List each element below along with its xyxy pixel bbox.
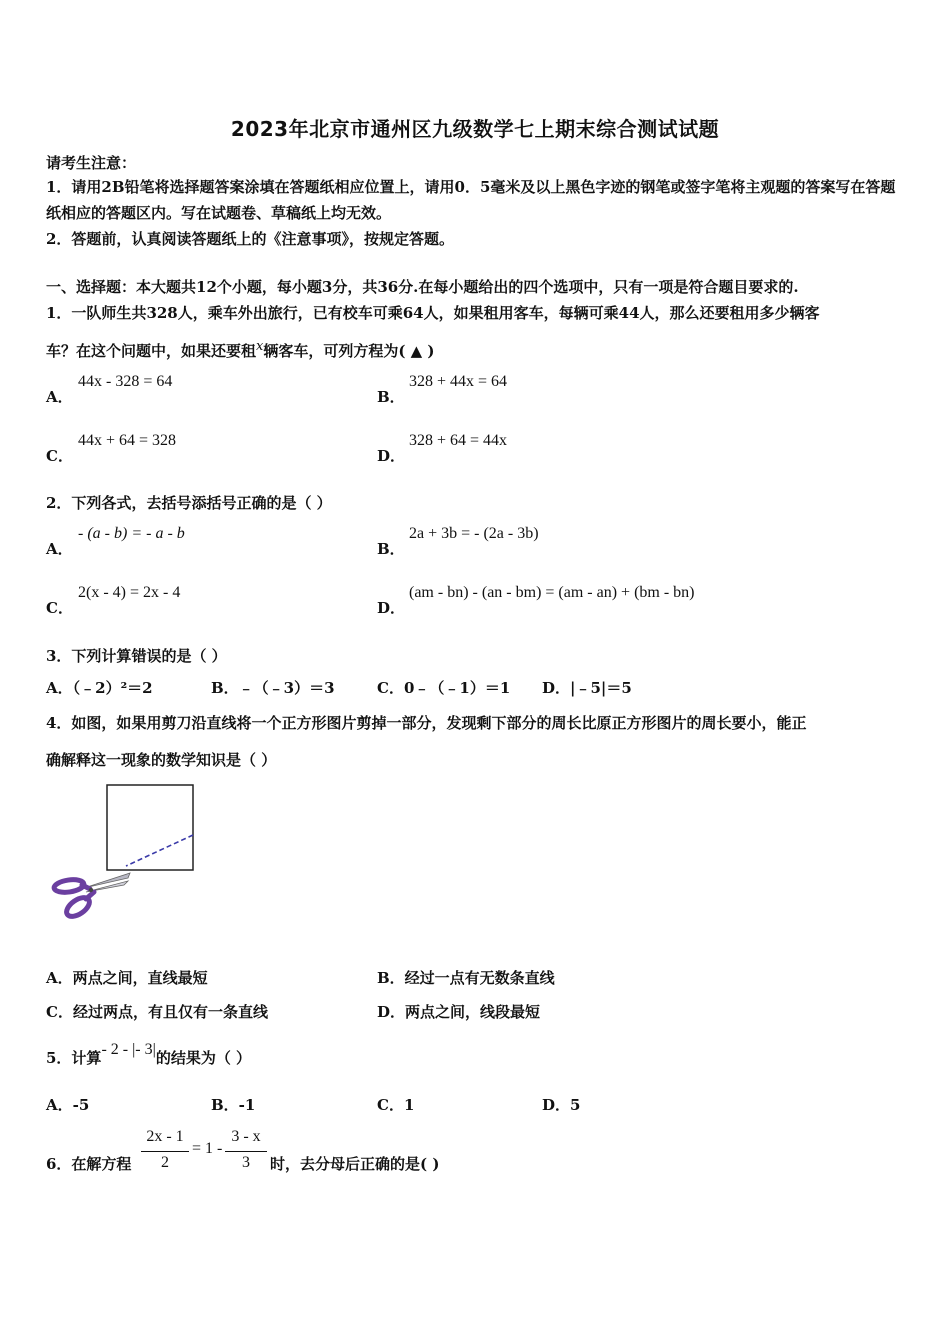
q2-option-a-label: A． [46, 540, 73, 558]
q2-option-c-label: C． [46, 599, 73, 617]
q1-option-d: 328 + 64 = 44x [409, 432, 508, 449]
q3-stem: 3．下列计算错误的是（ ） [46, 647, 227, 665]
scissors-icon [53, 873, 130, 920]
q5-stem-part2: 的结果为（ ） [155, 1049, 252, 1067]
q5-option-d: D．5 [542, 1096, 581, 1114]
q1-variable: x [256, 339, 264, 354]
q1-stem-line2 [46, 340, 435, 361]
q6-denominator-2: 3 [242, 1154, 250, 1171]
q1-option-a-label: A． [46, 388, 73, 406]
q6-fraction-bar-2 [225, 1151, 267, 1152]
notice-item-1: 1．请用2B铅笔将选择题答案涂填在答题纸相应位置上，请用0．5毫米及以上黑色字迹的钢笔或签字笔将主观题的答案写在答题纸相应的答题区内。写在试题卷、草稿纸上均无效。 [46, 178, 896, 222]
q3-option-c: C．0﹣（﹣1）＝1 [377, 679, 511, 697]
q6-fraction-bar-1 [141, 1151, 189, 1152]
scissors-square-figure [44, 780, 204, 930]
page-title: 2023年北京市通州区九级数学七上期末综合测试试题 [230, 117, 720, 141]
q2-option-b-label: B． [377, 540, 405, 558]
q2-option-c: 2(x - 4) = 2x - 4 [78, 584, 181, 601]
q1-stem-line1: 1．一队师生共328人，乘车外出旅行，已有校车可乘64人，如果租用客车，每辆可乘44人，那么还要租用多少辆客 [46, 304, 820, 322]
q5-expression: - 2 - |- 3| [101, 1041, 156, 1058]
q5-option-a: A．-5 [46, 1096, 90, 1114]
q5-stem [46, 1041, 252, 1068]
q2-option-a: - (a - b) = - a - b [78, 525, 185, 542]
q5-option-b: B．-1 [211, 1096, 256, 1114]
q6-stem-part1: 6．在解方程 [46, 1155, 132, 1173]
q3-option-d: D．|﹣5|＝5 [542, 679, 632, 697]
q4-option-c: C．经过两点，有且仅有一条直线 [46, 1003, 268, 1021]
q1-option-a: 44x - 328 = 64 [78, 373, 173, 390]
q4-option-b: B．经过一点有无数条直线 [377, 969, 555, 987]
q4-option-d: D．两点之间，线段最短 [377, 1003, 541, 1021]
q4-option-a: A．两点之间，直线最短 [46, 969, 208, 987]
q2-option-b: 2a + 3b = - (2a - 3b) [409, 525, 539, 542]
q6-denominator-1: 2 [161, 1154, 169, 1171]
q2-stem: 2．下列各式，去括号添括号正确的是（ ） [46, 494, 332, 512]
q1-stem-part2: 辆客车，可列方程为( ▲ ) [263, 342, 435, 360]
q1-option-b: 328 + 44x = 64 [409, 373, 508, 390]
q6-numerator-1: 2x - 1 [146, 1128, 184, 1145]
q1-stem-part1: 车？在这个问题中，如果还要租 [46, 342, 257, 360]
q6-stem-part2: 时，去分母后正确的是( ) [270, 1155, 440, 1173]
q3-option-a: A．（﹣2）²＝2 [46, 679, 153, 697]
q4-stem-line1: 4．如图，如果用剪刀沿直线将一个正方形图片剪掉一部分，发现剩下部分的周长比原正方形图片的周长要小，能正 [46, 714, 807, 732]
q4-stem-line2: 确解释这一现象的数学知识是（ ） [46, 751, 277, 769]
section-heading: 一、选择题：本大题共12个小题，每小题3分，共36分.在每小题给出的四个选项中，只有一项是符合题目要求的. [46, 278, 799, 296]
q1-option-c-label: C． [46, 447, 73, 465]
q6-middle: = 1 - [192, 1140, 223, 1157]
q3-option-b: B．﹣（﹣3）＝3 [211, 679, 335, 697]
q5-stem-part1: 5．计算 [46, 1049, 102, 1067]
q1-option-b-label: B． [377, 388, 405, 406]
q1-option-c: 44x + 64 = 328 [78, 432, 177, 449]
q2-option-d-label: D． [377, 599, 406, 617]
q1-option-d-label: D． [377, 447, 406, 465]
q2-option-d: (am - bn) - (an - bm) = (am - an) + (bm - bn) [409, 584, 695, 601]
notice-item-2: 2．答题前，认真阅读答题纸上的《注意事项》，按规定答题。 [46, 230, 454, 248]
notice-heading: 请考生注意： [46, 154, 137, 172]
q5-option-c: C．1 [377, 1096, 415, 1114]
q6-numerator-2: 3 - x [231, 1128, 261, 1145]
square-shape [107, 785, 193, 870]
cut-line [126, 835, 193, 866]
